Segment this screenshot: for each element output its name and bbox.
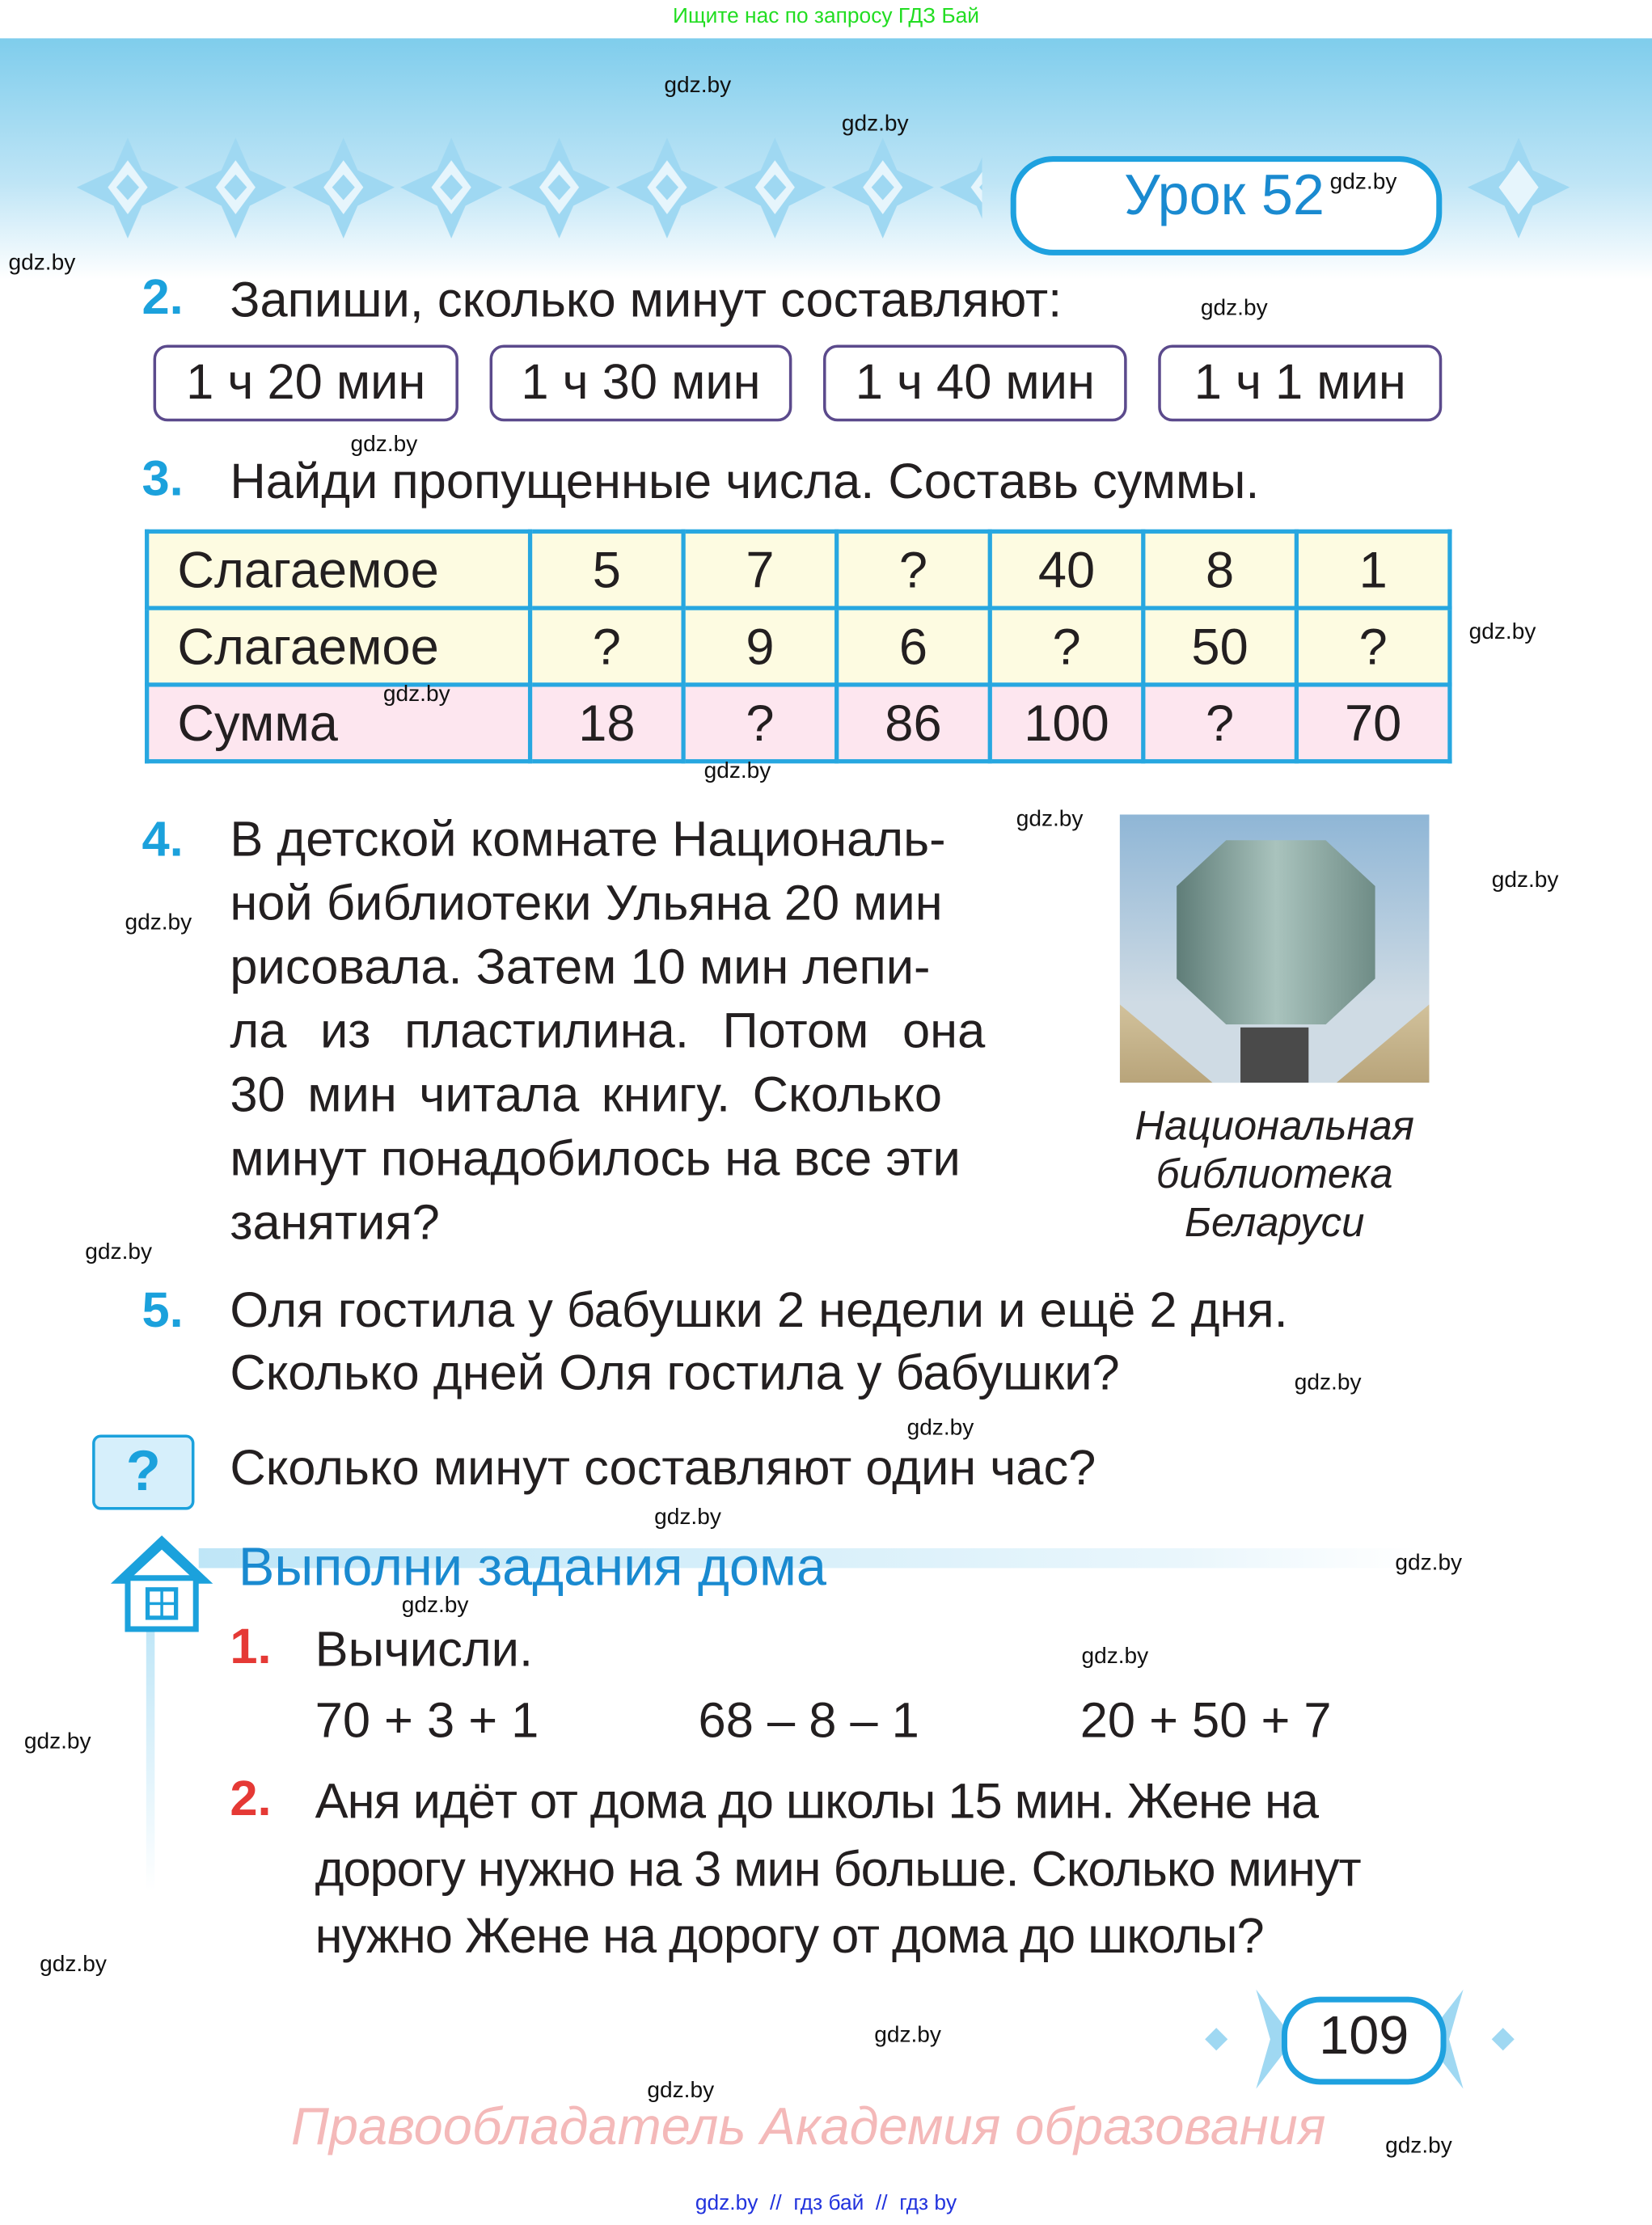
home-line [146, 1629, 155, 1892]
question-text: Сколько минут составляют один час? [230, 1440, 1096, 1496]
watermark: gdz.by [1200, 296, 1268, 321]
watermark: gdz.by [874, 2023, 941, 2048]
home-title: Выполни задания дома [238, 1538, 826, 1598]
watermark: gdz.by [841, 112, 909, 137]
task-text: Найди пропущенные числа. Составь суммы. [230, 454, 1260, 510]
ornament-icon [1464, 135, 1572, 242]
task-text-line: нужно Жене на дорогу от дома до школы? [315, 1908, 1264, 1965]
task-number: 3. [142, 451, 184, 507]
watermark: gdz.by [40, 1953, 107, 1977]
cell: ? [1296, 608, 1450, 685]
question-icon: ? [92, 1435, 194, 1510]
photo-caption: Национальная [1134, 1104, 1414, 1150]
top-banner[interactable]: Ищите нас по запросу ГДЗ Бай [673, 4, 980, 29]
watermark: gdz.by [703, 759, 771, 783]
watermark: gdz.by [1491, 868, 1559, 893]
task-text-line: минут понадобилось на все эти [230, 1130, 961, 1187]
page-number: 109 [1319, 2006, 1409, 2067]
cell: 5 [530, 531, 684, 608]
task-text-line: Оля гостила у бабушки 2 недели и ещё 2 дня. [230, 1282, 1288, 1339]
task-text-line: 30 мин читала книгу. Сколько [230, 1066, 942, 1123]
cell: ? [1143, 685, 1297, 762]
cell: ? [990, 608, 1143, 685]
photo-caption: Беларуси [1184, 1200, 1365, 1247]
cell: 6 [837, 608, 991, 685]
row-label: Слагаемое [147, 608, 530, 685]
cell: 86 [837, 685, 991, 762]
watermark: gdz.by [1016, 807, 1084, 832]
task-text-line: В детской комнате Националь- [230, 811, 946, 868]
watermark: gdz.by [125, 910, 192, 935]
watermark: gdz.by [1385, 2134, 1452, 2159]
watermark: gdz.by [85, 1240, 153, 1264]
cell: ? [837, 531, 991, 608]
task-number: 2. [230, 1771, 272, 1826]
task-number: 1. [230, 1619, 272, 1675]
watermark: gdz.by [1395, 1551, 1463, 1576]
library-photo [1120, 814, 1430, 1083]
watermark: gdz.by [1329, 170, 1397, 195]
time-box: 1 ч 1 мин [1158, 345, 1442, 422]
table-row [147, 608, 1450, 685]
watermark: gdz.by [1294, 1370, 1362, 1395]
task-text-line: Сколько дней Оля гостила у бабушки? [230, 1345, 1120, 1401]
watermark: gdz.by [906, 1416, 974, 1441]
cell: 70 [1296, 685, 1450, 762]
addition-table [145, 530, 1452, 764]
task-text-line: дорогу нужно на 3 мин больше. Сколько минут [315, 1842, 1361, 1898]
photo-caption: библиотека [1156, 1152, 1393, 1198]
table-row [147, 531, 1450, 608]
expression: 20 + 50 + 7 [1080, 1692, 1332, 1749]
watermark: gdz.by [23, 1729, 91, 1754]
watermark: gdz.by [664, 74, 732, 99]
time-box: 1 ч 20 мин [154, 345, 458, 422]
copyright: Правообладатель Академия образования [290, 2097, 1326, 2156]
task-text-line: рисовала. Затем 10 мин лепи- [230, 939, 931, 995]
watermark: gdz.by [654, 1505, 721, 1530]
cell: 100 [990, 685, 1143, 762]
watermark: gdz.by [401, 1594, 469, 1618]
cell: 9 [683, 608, 837, 685]
task-text-line: Аня идёт от дома до школы 15 мин. Жене на [315, 1774, 1318, 1830]
task-number: 5. [142, 1282, 184, 1339]
watermark: gdz.by [647, 2079, 715, 2104]
cell: 40 [990, 531, 1143, 608]
cell: 7 [683, 531, 837, 608]
row-label: Сумма [147, 685, 530, 762]
table-row [147, 685, 1450, 762]
task-text-line: ла из пластилина. Потом она [230, 1003, 986, 1059]
task-text-line: занятия? [230, 1194, 440, 1251]
time-box: 1 ч 40 мин [823, 345, 1127, 422]
cell: ? [683, 685, 837, 762]
cell: 18 [530, 685, 684, 762]
ornament-icon [74, 135, 982, 242]
house-icon [108, 1530, 215, 1635]
footer-links[interactable]: gdz.by // гдз бай // гдз by [695, 2191, 957, 2215]
expression: 70 + 3 + 1 [315, 1692, 539, 1749]
cell: ? [530, 608, 684, 685]
task-number: 2. [142, 269, 184, 325]
task-text-line: ной библиотеки Ульяна 20 мин [230, 875, 943, 931]
row-label: Слагаемое [147, 531, 530, 608]
watermark: gdz.by [1468, 620, 1536, 644]
watermark: gdz.by [382, 682, 450, 707]
task-text: Запиши, сколько минут составляют: [230, 272, 1063, 328]
watermark: gdz.by [350, 433, 418, 458]
lesson-title: Урок 52 [1124, 164, 1325, 227]
watermark: gdz.by [8, 251, 76, 276]
task-text: Вычисли. [315, 1622, 534, 1678]
cell: 8 [1143, 531, 1297, 608]
cell: 50 [1143, 608, 1297, 685]
cell: 1 [1296, 531, 1450, 608]
task-number: 4. [142, 811, 184, 868]
time-box: 1 ч 30 мин [490, 345, 792, 422]
watermark: gdz.by [1081, 1644, 1149, 1670]
expression: 68 – 8 – 1 [698, 1692, 919, 1749]
